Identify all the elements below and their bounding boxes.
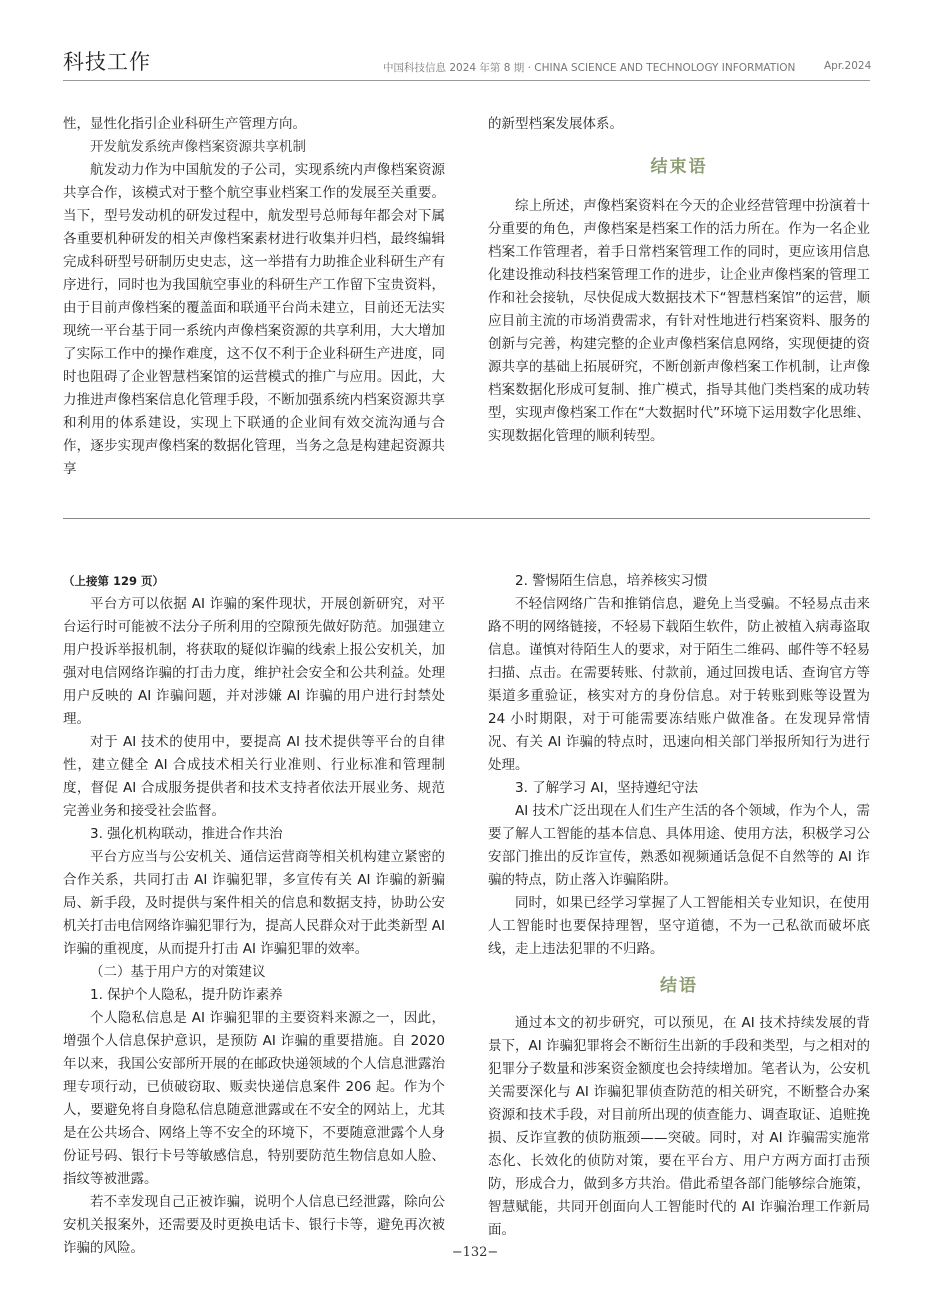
page-number: −132− [451, 1245, 499, 1260]
paragraph: 个人隐私信息是 AI 诈骗犯罪的主要资料来源之一，因此，增强个人信息保护意识，是预防 AI 诈骗的重要措施。自 2020 年以来，我国公安部所开展的在邮政快递领域的个人信息泄露治理专项行动，已侦破窃取、贩卖快递信息案件 206 起。作为个人，要避免将自身隐私信息随意泄露或在不安全的网站上，尤其是在公共场合、网络上等不安全的环境下，不要随意泄露个人身份证号码、银行卡号等敏感信息，特别要防范生物信息如人脸、指纹等被泄露。 [63, 1010, 445, 1187]
paragraph: 航发动力作为中国航发的子公司，实现系统内声像档案资源共享合作，该模式对于整个航空事业档案工作的发展至关重要。当下，型号发动机的研发过程中，航发型号总师每年都会对下属各重要机种研发的相关声像档案素材进行收集并归档，最终编辑完成科研型号研制历史史志，这一举措有力助推企业科研生产有序进行，同时也为我国航空事业的科研生产工作留下宝贵资料，由于目前声像档案的覆盖面和联通平台尚未建立，目前还无法实现统一平台基于同一系统内声像档案资源的共享利用，大大增加了实际工作中的操作难度，这不仅不利于企业科研生产进度，同时也阻碍了企业智慧档案馆的运营模式的推广与应用。因此，大力推进声像档案信息化管理手段，不断加强系统内档案资源共享和利用的体系建设，实现上下联通的企业间有效交流沟通与合作，逐步实现声像档案的数据化管理，当务之急是构建起资源共享 [63, 162, 445, 477]
header-rule [63, 80, 870, 81]
subsection-heading: 3. 强化机构联动，推进合作共治 [90, 826, 283, 842]
subsection-heading: 2. 警惕陌生信息，培养核实习惯 [515, 573, 708, 589]
subsection-heading: 开发航发系统声像档案资源共享机制 [90, 139, 306, 155]
section-title: 科技工作 [63, 50, 151, 74]
bottom-right-column [488, 570, 870, 1242]
issue-date: Apr.2024 [824, 60, 872, 72]
continued-note: （上接第 129 页） [63, 574, 165, 588]
paragraph: 综上所述，声像档案资料在今天的企业经营管理中扮演着十分重要的角色，声像档案是档案工作的活力所在。作为一名企业档案工作管理者，着手日常档案管理工作的同时，更应该用信息化建设推动科技档案管理工作的进步，让企业声像档案的管理工作和社会接轨，尽快促成大数据技术下“智慧档案馆”的运营，顺应目前主流的市场消费需求，有针对性地进行档案资料、服务的创新与完善，构建完整的企业声像档案信息网络，实现便捷的资源共享的基础上拓展研究，不断创新声像档案工作机制，让声像档案数据化形成可复制、推广模式，指导其他门类档案的成功转型，实现声像档案工作在“大数据时代”环境下运用数字化思维、实现数据化管理的顺利转型。 [488, 198, 870, 444]
subsection-heading: 1. 保护个人隐私，提升防诈素养 [90, 987, 283, 1003]
bottom-left-column [63, 570, 445, 1260]
paragraph: 若不幸发现自己正被诈骗，说明个人信息已经泄露，除向公安机关报案外，还需要及时更换电话卡、银行卡等，避免再次被诈骗的风险。 [63, 1194, 445, 1256]
paragraph: 通过本文的初步研究，可以预见，在 AI 技术持续发展的背景下，AI 诈骗犯罪将会不断衍生出新的手段和类型，与之相对的犯罪分子数量和涉案资金额度也会持续增加。笔者认为，公安机关需要深化与 AI 诈骗犯罪侦查防范的相关研究，不断整合办案资源和技术手段，对目前所出现的侦查能力、调查取证、追赃挽损、反诈宣教的侦防瓶颈——突破。同时，对 AI 诈骗需实施常态化、长效化的侦防对策，要在平台方、用户方两方面打击预防，形成合力，做到多方共治。借此希望各部门能够综合施策，智慧赋能，共同开创面向人工智能时代的 AI 诈骗治理工作新局面。 [488, 1015, 871, 1238]
paragraph: 平台方应当与公安机关、通信运营商等相关机构建立紧密的合作关系，共同打击 AI 诈骗犯罪，多宣传有关 AI 诈骗的新骗局、新手段，及时提供与案件相关的信息和数据支持，协助公安机关打击电信网络诈骗犯罪行为，提高人民群众对于此类新型 AI 诈骗的重视度，从而提升打击 AI 诈骗犯罪的效率。 [63, 849, 446, 957]
paragraph: 性，显性化指引企业科研生产管理方向。 [63, 116, 306, 132]
top-right-column [488, 113, 870, 448]
conclusion-heading: 结语 [660, 976, 698, 996]
paragraph: 不轻信网络广告和推销信息，避免上当受骗。不轻易点击来路不明的网络链接，不轻易下载陌生软件，防止被植入病毒盗取信息。谨慎对待陌生人的要求，对于陌生二维码、邮件等不轻易扫描、点击。在需要转账、付款前，通过回拨电话、查询官方等渠道多重验证，核实对方的身份信息。对于转账到账等设置为 24 小时期限，对于可能需要冻结账户做准备。在发现异常情况、有关 AI 诈骗的特点时，迅速向相关部门举报所知行为进行处理。 [488, 596, 870, 773]
conclusion-heading: 结束语 [650, 157, 708, 177]
paragraph: 的新型档案发展体系。 [488, 116, 623, 132]
paragraph: AI 技术广泛出现在人们生产生活的各个领域，作为个人，需要了解人工智能的基本信息、具体用途、使用方法，积极学习公安部门推出的反诈宣传，熟悉如视频通话急促不自然等的 AI 诈骗的特点，防止落入诈骗陷阱。 [488, 803, 871, 888]
paragraph: 同时，如果已经学习掌握了人工智能相关专业知识，在使用人工智能时也要保持理智，坚守道德，不为一己私欲而破坏底线，走上违法犯罪的不归路。 [488, 895, 870, 957]
paragraph: 平台方可以依据 AI 诈骗的案件现状，开展创新研究，对平台运行时可能被不法分子所利用的空隙预先做好防范。加强建立用户投诉举报机制，将获取的疑似诈骗的线索上报公安机关，加强对电信网络诈骗的打击力度，维护社会安全和公共利益。处理用户反映的 AI 诈骗问题，并对涉嫌 AI 诈骗的用户进行封禁处理。 [63, 596, 445, 727]
subsection-heading: （二）基于用户方的对策建议 [90, 964, 266, 980]
top-left-column [63, 113, 445, 481]
journal-name: 中国科技信息 2024 年第 8 期 · CHINA SCIENCE AND TECHNOLOGY INFORMATION [383, 62, 796, 74]
article-divider [63, 518, 870, 519]
paragraph: 对于 AI 技术的使用中，要提高 AI 技术提供等平台的自律性，建立健全 AI 合成技术相关行业准则、行业标准和管理制度，督促 AI 合成服务提供者和技术支持者依法开展业务、规范完善业务和接受社会监督。 [63, 734, 445, 819]
subsection-heading: 3. 了解学习 AI，坚持遵纪守法 [515, 780, 699, 796]
